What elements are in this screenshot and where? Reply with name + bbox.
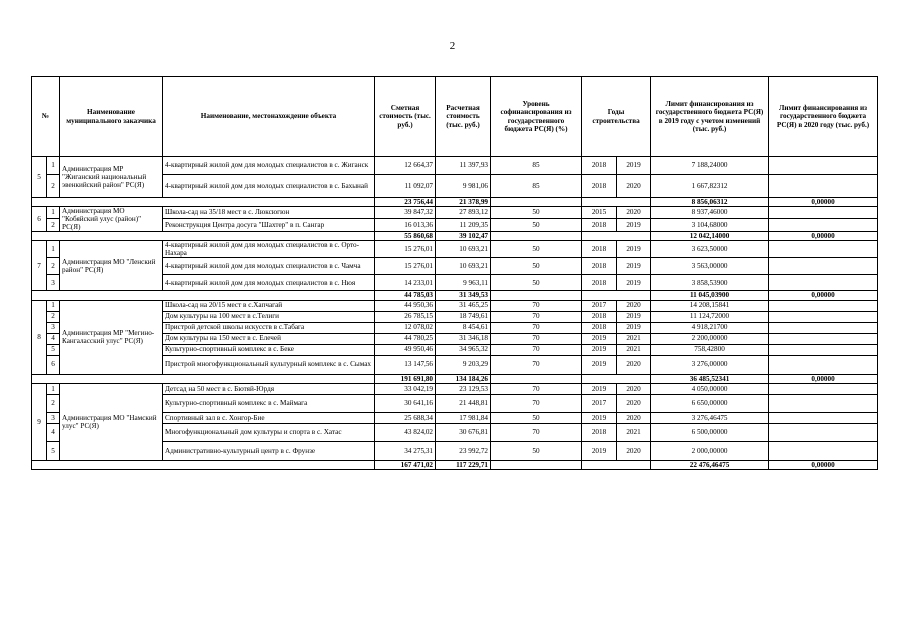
limit-2019: 6 650,00000 xyxy=(651,394,769,412)
limit-2019: 14 208,15841 xyxy=(651,300,769,311)
total-limit-2020: 0,00000 xyxy=(769,198,878,207)
object-name: 4-квартирный жилой дом для молодых специалистов в с. Чамча xyxy=(163,258,375,275)
header-cofinancing: Уровень софинансирования из государственного бюджета РС(Я) (%) xyxy=(491,77,582,157)
estimated-cost: 11 092,07 xyxy=(375,175,436,198)
total-limit-2019: 22 476,46475 xyxy=(651,460,769,469)
row-number: 3 xyxy=(47,275,60,291)
limit-2019: 3 276,00000 xyxy=(651,355,769,374)
cofinancing-level: 50 xyxy=(491,218,582,232)
total-row xyxy=(32,460,878,469)
year-end: 2021 xyxy=(617,423,651,441)
header-object: Наименование, местонахождение объекта xyxy=(163,77,375,157)
financing-table xyxy=(31,76,878,470)
cofinancing-level: 85 xyxy=(491,157,582,175)
header-limit-2020: Лимит финансирования из государственного бюджета РС(Я) в 2020 году (тыс. руб.) xyxy=(769,77,878,157)
limit-2019: 1 667,82312 xyxy=(651,175,769,198)
year-end: 2020 xyxy=(617,383,651,394)
limit-2020 xyxy=(769,394,878,412)
row-number: 4 xyxy=(47,423,60,441)
limit-2020 xyxy=(769,311,878,322)
year-end: 2020 xyxy=(617,394,651,412)
year-end: 2020 xyxy=(617,355,651,374)
year-start: 2018 xyxy=(582,241,617,258)
total-calculated-cost: 39 102,47 xyxy=(436,232,491,241)
estimated-cost: 44 780,25 xyxy=(375,333,436,344)
total-spacer xyxy=(32,198,375,207)
estimated-cost: 12 078,02 xyxy=(375,322,436,333)
total-calculated-cost: 117 229,71 xyxy=(436,460,491,469)
cofinancing-level: 70 xyxy=(491,394,582,412)
object-name: Многофункциональный дом культуры и спорта в с. Хатас xyxy=(163,423,375,441)
estimated-cost: 34 275,31 xyxy=(375,441,436,460)
total-estimated-cost: 44 785,03 xyxy=(375,291,436,300)
table-row xyxy=(32,383,878,394)
year-end: 2019 xyxy=(617,157,651,175)
limit-2020 xyxy=(769,300,878,311)
row-number: 5 xyxy=(47,344,60,355)
estimated-cost: 44 950,36 xyxy=(375,300,436,311)
limit-2020 xyxy=(769,412,878,423)
estimated-cost: 12 664,37 xyxy=(375,157,436,175)
cofinancing-level: 85 xyxy=(491,175,582,198)
object-name: Административно-культурный центр в с. Фрунзе xyxy=(163,441,375,460)
limit-2020 xyxy=(769,207,878,219)
calculated-cost: 9 981,06 xyxy=(436,175,491,198)
year-start: 2018 xyxy=(582,218,617,232)
group-number: 6 xyxy=(32,207,47,232)
customer-name: Администрация МР "Жиганский национальный эвенкийский район" РС(Я) xyxy=(60,157,163,198)
total-empty xyxy=(582,232,651,241)
group-number: 8 xyxy=(32,300,47,374)
limit-2020 xyxy=(769,157,878,175)
object-name: Спортивный зал в с. Хонгор-Бие xyxy=(163,412,375,423)
row-number: 3 xyxy=(47,322,60,333)
total-spacer xyxy=(32,460,375,469)
header-row xyxy=(32,77,878,157)
cofinancing-level: 50 xyxy=(491,207,582,219)
calculated-cost: 11 209,35 xyxy=(436,218,491,232)
table-row xyxy=(32,207,878,219)
total-limit-2019: 12 042,14000 xyxy=(651,232,769,241)
row-number: 1 xyxy=(47,300,60,311)
total-limit-2020: 0,00000 xyxy=(769,291,878,300)
table-row xyxy=(32,241,878,258)
year-start: 2017 xyxy=(582,300,617,311)
total-row xyxy=(32,291,878,300)
table-row xyxy=(32,157,878,175)
row-number: 1 xyxy=(47,241,60,258)
header-limit-2019: Лимит финансирования из государственного бюджета РС(Я) в 2019 году с учетом изменений (тыс. руб.) xyxy=(651,77,769,157)
limit-2019: 4 918,21700 xyxy=(651,322,769,333)
row-number: 6 xyxy=(47,355,60,374)
estimated-cost: 25 688,34 xyxy=(375,412,436,423)
calculated-cost: 30 676,81 xyxy=(436,423,491,441)
limit-2020 xyxy=(769,258,878,275)
year-start: 2018 xyxy=(582,157,617,175)
total-empty xyxy=(491,460,582,469)
year-end: 2019 xyxy=(617,311,651,322)
cofinancing-level: 50 xyxy=(491,241,582,258)
year-start: 2018 xyxy=(582,322,617,333)
total-empty xyxy=(491,291,582,300)
customer-name: Администрация МР "Мегино-Кангаласский улус" РС(Я) xyxy=(60,300,163,374)
total-limit-2019: 36 485,52341 xyxy=(651,374,769,383)
total-row xyxy=(32,232,878,241)
total-calculated-cost: 21 378,99 xyxy=(436,198,491,207)
limit-2020 xyxy=(769,322,878,333)
calculated-cost: 23 992,72 xyxy=(436,441,491,460)
total-limit-2020: 0,00000 xyxy=(769,232,878,241)
limit-2020 xyxy=(769,175,878,198)
year-start: 2017 xyxy=(582,394,617,412)
estimated-cost: 26 785,15 xyxy=(375,311,436,322)
group-number: 7 xyxy=(32,241,47,291)
calculated-cost: 10 693,21 xyxy=(436,258,491,275)
total-calculated-cost: 31 349,53 xyxy=(436,291,491,300)
header-no: № xyxy=(32,77,60,157)
limit-2019: 2 000,00000 xyxy=(651,441,769,460)
year-end: 2019 xyxy=(617,258,651,275)
row-number: 1 xyxy=(47,207,60,219)
estimated-cost: 13 147,56 xyxy=(375,355,436,374)
year-start: 2018 xyxy=(582,275,617,291)
year-end: 2019 xyxy=(617,275,651,291)
object-name: Пристрой детской школы искусств в с.Табага xyxy=(163,322,375,333)
limit-2019: 3 104,68000 xyxy=(651,218,769,232)
total-empty xyxy=(582,291,651,300)
calculated-cost: 23 129,53 xyxy=(436,383,491,394)
cofinancing-level: 70 xyxy=(491,383,582,394)
calculated-cost: 17 981,84 xyxy=(436,412,491,423)
object-name: 4-квартирный жилой дом для молодых специалистов в с. Орто-Нахара xyxy=(163,241,375,258)
row-number: 5 xyxy=(47,441,60,460)
customer-name: Администрация МО "Ленский район" РС(Я) xyxy=(60,241,163,291)
limit-2019: 7 188,24000 xyxy=(651,157,769,175)
year-end: 2021 xyxy=(617,333,651,344)
estimated-cost: 15 276,01 xyxy=(375,241,436,258)
cofinancing-level: 70 xyxy=(491,322,582,333)
year-start: 2019 xyxy=(582,441,617,460)
total-spacer xyxy=(32,374,375,383)
object-name: 4-квартирный жилой дом для молодых специалистов в с. Жиганск xyxy=(163,157,375,175)
customer-name: Администрация МО "Кобяйский улус (район)" РС(Я) xyxy=(60,207,163,232)
calculated-cost: 9 203,29 xyxy=(436,355,491,374)
limit-2020 xyxy=(769,423,878,441)
year-start: 2018 xyxy=(582,175,617,198)
group-number: 9 xyxy=(32,383,47,460)
limit-2019: 3 563,00000 xyxy=(651,258,769,275)
total-empty xyxy=(491,198,582,207)
calculated-cost: 31 465,25 xyxy=(436,300,491,311)
total-estimated-cost: 23 756,44 xyxy=(375,198,436,207)
total-row xyxy=(32,198,878,207)
row-number: 2 xyxy=(47,218,60,232)
cofinancing-level: 70 xyxy=(491,423,582,441)
year-end: 2019 xyxy=(617,218,651,232)
calculated-cost: 27 893,12 xyxy=(436,207,491,219)
total-empty xyxy=(582,460,651,469)
year-end: 2020 xyxy=(617,175,651,198)
total-spacer xyxy=(32,291,375,300)
row-number: 3 xyxy=(47,412,60,423)
calculated-cost: 9 963,11 xyxy=(436,275,491,291)
row-number: 1 xyxy=(47,383,60,394)
year-end: 2020 xyxy=(617,207,651,219)
total-estimated-cost: 55 860,68 xyxy=(375,232,436,241)
header-estimated-cost: Сметная стоимость (тыс. руб.) xyxy=(375,77,436,157)
limit-2020 xyxy=(769,275,878,291)
total-empty xyxy=(582,198,651,207)
estimated-cost: 43 824,02 xyxy=(375,423,436,441)
total-spacer xyxy=(32,232,375,241)
total-limit-2020: 0,00000 xyxy=(769,374,878,383)
year-start: 2019 xyxy=(582,355,617,374)
total-estimated-cost: 167 471,02 xyxy=(375,460,436,469)
year-end: 2019 xyxy=(617,241,651,258)
estimated-cost: 16 013,36 xyxy=(375,218,436,232)
cofinancing-level: 50 xyxy=(491,258,582,275)
year-end: 2021 xyxy=(617,344,651,355)
limit-2019: 3 858,53900 xyxy=(651,275,769,291)
cofinancing-level: 70 xyxy=(491,355,582,374)
estimated-cost: 49 950,46 xyxy=(375,344,436,355)
object-name: Детсад на 50 мест в с. Бютяй-Юрдя xyxy=(163,383,375,394)
year-start: 2019 xyxy=(582,383,617,394)
year-start: 2015 xyxy=(582,207,617,219)
calculated-cost: 11 397,93 xyxy=(436,157,491,175)
limit-2020 xyxy=(769,333,878,344)
year-end: 2020 xyxy=(617,441,651,460)
total-empty xyxy=(491,232,582,241)
header-customer: Наименование муниципального заказчика xyxy=(60,77,163,157)
object-name: Реконструкция Центра досуга "Шахтер" в п. Сангар xyxy=(163,218,375,232)
limit-2019: 758,42800 xyxy=(651,344,769,355)
cofinancing-level: 70 xyxy=(491,300,582,311)
year-start: 2019 xyxy=(582,333,617,344)
cofinancing-level: 50 xyxy=(491,412,582,423)
total-empty xyxy=(582,374,651,383)
estimated-cost: 14 233,01 xyxy=(375,275,436,291)
year-end: 2020 xyxy=(617,412,651,423)
total-limit-2019: 11 045,03900 xyxy=(651,291,769,300)
year-end: 2020 xyxy=(617,300,651,311)
object-name: Культурно-спортивный комплекс в с. Беке xyxy=(163,344,375,355)
object-name: Пристрой многофункциональный культурный комплекс в с. Сымах xyxy=(163,355,375,374)
header-years: Годы строительства xyxy=(582,77,651,157)
group-number: 5 xyxy=(32,157,47,198)
limit-2019: 2 200,00000 xyxy=(651,333,769,344)
limit-2020 xyxy=(769,218,878,232)
row-number: 2 xyxy=(47,258,60,275)
cofinancing-level: 70 xyxy=(491,344,582,355)
total-estimated-cost: 191 691,80 xyxy=(375,374,436,383)
limit-2019: 4 050,00000 xyxy=(651,383,769,394)
limit-2020 xyxy=(769,344,878,355)
page-number: 2 xyxy=(449,40,456,52)
limit-2020 xyxy=(769,241,878,258)
total-limit-2019: 8 856,06312 xyxy=(651,198,769,207)
header-calculated-cost: Расчетная стоимость (тыс. руб.) xyxy=(436,77,491,157)
object-name: Школа-сад на 20/15 мест в с.Хапчагай xyxy=(163,300,375,311)
object-name: 4-квартирный жилой дом для молодых специалистов в с. Бахынай xyxy=(163,175,375,198)
year-start: 2018 xyxy=(582,311,617,322)
cofinancing-level: 70 xyxy=(491,333,582,344)
estimated-cost: 30 641,16 xyxy=(375,394,436,412)
limit-2020 xyxy=(769,355,878,374)
cofinancing-level: 50 xyxy=(491,275,582,291)
total-limit-2020: 0,00000 xyxy=(769,460,878,469)
row-number: 2 xyxy=(47,311,60,322)
total-empty xyxy=(491,374,582,383)
cofinancing-level: 70 xyxy=(491,311,582,322)
estimated-cost: 33 042,19 xyxy=(375,383,436,394)
row-number: 1 xyxy=(47,157,60,175)
calculated-cost: 21 448,81 xyxy=(436,394,491,412)
calculated-cost: 18 749,61 xyxy=(436,311,491,322)
year-start: 2019 xyxy=(582,412,617,423)
row-number: 2 xyxy=(47,394,60,412)
estimated-cost: 39 847,32 xyxy=(375,207,436,219)
object-name: Дом культуры на 100 мест в с.Телиги xyxy=(163,311,375,322)
row-number: 2 xyxy=(47,175,60,198)
object-name: Дом культуры на 150 мест в с. Елечей xyxy=(163,333,375,344)
limit-2019: 6 500,00000 xyxy=(651,423,769,441)
calculated-cost: 8 454,61 xyxy=(436,322,491,333)
year-start: 2019 xyxy=(582,344,617,355)
limit-2019: 3 623,50000 xyxy=(651,241,769,258)
limit-2019: 3 276,46475 xyxy=(651,412,769,423)
limit-2020 xyxy=(769,441,878,460)
calculated-cost: 34 965,32 xyxy=(436,344,491,355)
estimated-cost: 15 276,01 xyxy=(375,258,436,275)
calculated-cost: 31 346,18 xyxy=(436,333,491,344)
limit-2019: 11 124,72000 xyxy=(651,311,769,322)
customer-name: Администрация МО "Намский улус" РС(Я) xyxy=(60,383,163,460)
total-row xyxy=(32,374,878,383)
row-number: 4 xyxy=(47,333,60,344)
table-row xyxy=(32,300,878,311)
calculated-cost: 10 693,21 xyxy=(436,241,491,258)
table-body xyxy=(32,157,878,470)
object-name: Школа-сад на 35/18 мест в с. Люксюгюн xyxy=(163,207,375,219)
year-end: 2019 xyxy=(617,322,651,333)
cofinancing-level: 50 xyxy=(491,441,582,460)
limit-2019: 8 937,46000 xyxy=(651,207,769,219)
object-name: 4-квартирный жилой дом для молодых специалистов в с. Нюя xyxy=(163,275,375,291)
total-calculated-cost: 134 184,26 xyxy=(436,374,491,383)
year-start: 2018 xyxy=(582,258,617,275)
limit-2020 xyxy=(769,383,878,394)
year-start: 2018 xyxy=(582,423,617,441)
object-name: Культурно-спортивный комплекс в с. Маймага xyxy=(163,394,375,412)
